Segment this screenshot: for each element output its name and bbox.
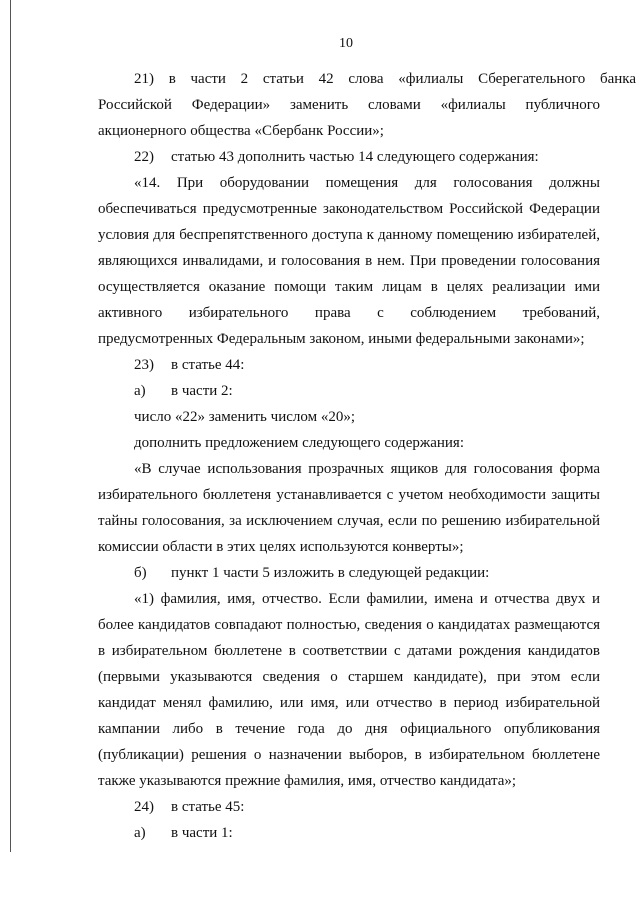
- item-21-line-3: акционерного общества «Сбербанк России»;: [98, 123, 384, 139]
- item-22: 22) статью 43 дополнить частью 14 следующего содержания:: [134, 149, 539, 165]
- subitem-b-label: б): [134, 565, 147, 581]
- item-22-number: 22): [134, 149, 154, 165]
- subitem-b: б) пункт 1 части 5 изложить в следующей редакции:: [134, 565, 490, 581]
- page-left-edge: [10, 0, 11, 852]
- supplement-line: дополнить предложением следующего содержания:: [134, 435, 464, 451]
- quote-boxes-line-4: комиссии области в этих целях используются конверты»;: [98, 539, 464, 555]
- subitem-a-part-2: а) в части 2:: [134, 383, 233, 399]
- quote-14-line-1: «14. При оборудовании помещения для голосования должны: [134, 175, 600, 191]
- quote-names-line-2: более кандидатов совпадают полностью, сведения о кандидатах размещаются: [98, 617, 600, 633]
- quote-boxes-line-2: избирательного бюллетеня устанавливается с учетом необходимости защиты: [98, 487, 600, 503]
- subitem-a-label-2: а): [134, 825, 146, 841]
- quote-14-line-4: являющихся инвалидами, и голосования в нем. При проведении голосования: [98, 253, 600, 269]
- item-21-line-1: 21) в части 2 статьи 42 слова «филиалы Сберегательного банка: [134, 71, 637, 87]
- quote-14-line-6: активного избирательного права с соблюдением требований,: [98, 305, 600, 321]
- quote-names-line-7: (публикации) решения о назначении выборов, в избирательном бюллетене: [98, 747, 600, 763]
- page-number: 10: [339, 36, 353, 51]
- item-21-number: 21): [134, 71, 154, 87]
- subitem-a-label: а): [134, 383, 146, 399]
- subitem-a-part-1: а) в части 1:: [134, 825, 233, 841]
- quote-names-line-3: в избирательном бюллетене в соответствии с датами рождения кандидатов: [98, 643, 600, 659]
- quote-14-line-2: обеспечиваться предусмотренные законодательством Российской Федерации: [98, 201, 600, 217]
- quote-boxes-line-1: «В случае использования прозрачных ящиков для голосования форма: [134, 461, 600, 477]
- quote-names-line-5: кандидат менял фамилию, или имя, или отчество в период избирательной: [98, 695, 600, 711]
- quote-names-line-8: также указываются прежние фамилия, имя, отчество кандидата»;: [98, 773, 517, 789]
- item-24-number: 24): [134, 799, 154, 815]
- item-24: 24) в статье 45:: [134, 799, 245, 815]
- quote-boxes-line-3: тайны голосования, за исключением случая, если по решению избирательной: [98, 513, 600, 529]
- quote-14-line-3: условия для беспрепятственного доступа к данному помещению избирателей,: [98, 227, 600, 243]
- quote-14-line-5: осуществляется оказание помощи таким лицам в целях реализации ими: [98, 279, 600, 295]
- quote-names-line-6: кампании либо в течение года до дня официального опубликования: [98, 721, 600, 737]
- quote-names-line-1: «1) фамилия, имя, отчество. Если фамилии, имена и отчества двух и: [134, 591, 600, 607]
- item-23-number: 23): [134, 357, 154, 373]
- item-23: 23) в статье 44:: [134, 357, 245, 373]
- replace-number-line: число «22» заменить числом «20»;: [134, 409, 355, 425]
- quote-14-line-7: предусмотренных Федеральным законом, иными федеральными законами»;: [98, 331, 585, 347]
- quote-names-line-4: (первыми указываются сведения о старшем кандидате), при этом если: [98, 669, 600, 685]
- item-21-line-2: Российской Федерации» заменить словами «филиалы публичного: [98, 97, 600, 113]
